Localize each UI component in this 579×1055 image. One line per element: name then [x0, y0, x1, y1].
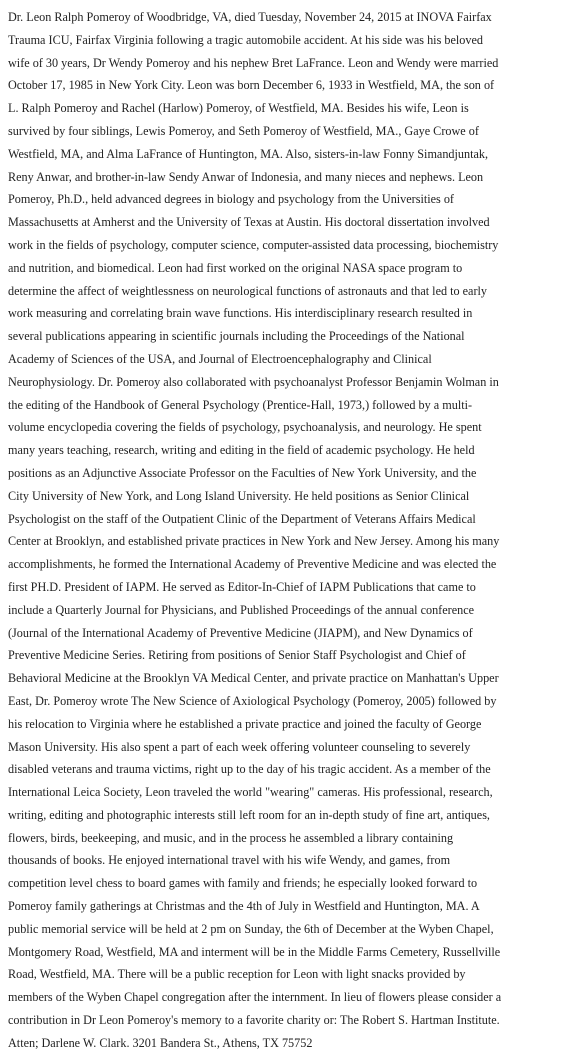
obituary-line: Trauma ICU, Fairfax Virginia following a tragic automobile accident. At his side was his beloved — [8, 32, 483, 47]
obituary-line: first PH.D. President of IAPM. He served as Editor-In-Chief of IAPM Publications that came to — [8, 579, 476, 594]
obituary-line: wife of 30 years, Dr Wendy Pomeroy and his nephew Bret LaFrance. Leon and Wendy were married — [8, 55, 499, 70]
obituary-line: flowers, birds, beekeeping, and music, and in the process he assembled a library containing — [8, 830, 454, 845]
obituary-line: accomplishments, he formed the International Academy of Preventive Medicine and was elected the — [8, 557, 497, 572]
obituary-line: public memorial service will be held at 2 pm on Sunday, the 6th of December at the Wyben Chapel, — [8, 921, 494, 936]
obituary-line: contribution in Dr Leon Pomeroy's memory to a favorite charity or: The Robert S. Hartman Institute. — [8, 1013, 500, 1028]
obituary-line: L. Ralph Pomeroy and Rachel (Harlow) Pomeroy, of Westfield, MA. Besides his wife, Leon is — [8, 101, 469, 116]
obituary-line: Montgomery Road, Westfield, MA and interment will be in the Middle Farms Cemetery, Russellville — [8, 944, 501, 959]
obituary-line: Pomeroy family gatherings at Christmas and the 4th of July in Westfield and Huntington, MA. A — [8, 899, 480, 914]
obituary-line: Reny Anwar, and brother-in-law Sendy Anwar of Indonesia, and many nieces and nephews. Leon — [8, 169, 484, 184]
obituary-line: Preventive Medicine Series. Retiring from positions of Senior Staff Psychologist and Chief of — [8, 648, 466, 663]
obituary-line: work in the fields of psychology, computer science, computer-assisted data processing, biochemistry — [8, 237, 499, 252]
obituary-line: Center at Brooklyn, and established private practices in New York and New Jersey. Among his many — [8, 534, 500, 549]
obituary-line: many years teaching, research, writing and editing in the field of academic psychology. He held — [8, 443, 475, 458]
obituary-text — [8, 6, 573, 1055]
obituary-line: his relocation to Virginia where he established a private practice and joined the faculty of George — [8, 716, 482, 731]
obituary-line: Neurophysiology. Dr. Pomeroy also collaborated with psychoanalyst Professor Benjamin Wolman in — [8, 374, 499, 389]
obituary-line: (Journal of the International Academy of Preventive Medicine (JIAPM), and New Dynamics of — [8, 625, 473, 640]
obituary-line: Pomeroy, Ph.D., held advanced degrees in biology and psychology from the Universities of — [8, 192, 454, 207]
obituary-line: International Leica Society, Leon traveled the world "wearing" cameras. His professional, research, — [8, 785, 493, 800]
obituary-line: Road, Westfield, MA. There will be a public reception for Leon with light snacks provided by — [8, 967, 466, 982]
obituary-line: Academy of Sciences of the USA, and Journal of Electroencephalography and Clinical — [8, 351, 432, 366]
obituary-line: Mason University. His also spent a part of each week offering volunteer counseling to severely — [8, 739, 471, 754]
obituary-line: October 17, 1985 in New York City. Leon was born December 6, 1933 in Westfield, MA, the son of — [8, 78, 495, 93]
obituary-line: Dr. Leon Ralph Pomeroy of Woodbridge, VA, died Tuesday, November 24, 2015 at INOVA Fairfax — [8, 10, 492, 24]
obituary-line: disabled veterans and trauma victims, right up to the day of his tragic accident. As a member of the — [8, 762, 491, 777]
obituary-line: members of the Wyben Chapel congregation after the internment. In lieu of flowers please consider a — [8, 990, 502, 1005]
obituary-line: Atten; Darlene W. Clark. 3201 Bandera St., Athens, TX 75752 — [8, 1035, 313, 1050]
obituary-line: City University of New York, and Long Island University. He held positions as Senior Clinical — [8, 488, 470, 503]
obituary-line: volume encyclopedia covering the fields of psychology, psychoanalysis, and neurology. He spent — [8, 420, 482, 435]
obituary-line: East, Dr. Pomeroy wrote The New Science of Axiological Psychology (Pomeroy, 2005) followed by — [8, 693, 497, 708]
obituary-line: the editing of the Handbook of General Psychology (Prentice-Hall, 1973,) followed by a multi- — [8, 397, 473, 412]
obituary-line: determine the affect of weightlessness on neurological functions of astronauts and that led to early — [8, 283, 488, 298]
obituary-line: positions as an Adjunctive Associate Professor on the Faculties of New York University, and the — [8, 465, 477, 480]
obituary-line: work measuring and correlating brain wave functions. His interdisciplinary research resulted in — [8, 306, 473, 321]
obituary-line: Massachusetts at Amherst and the University of Texas at Austin. His doctoral dissertation involved — [8, 215, 490, 230]
obituary-line: Psychologist on the staff of the Outpatient Clinic of the Department of Veterans Affairs Medical — [8, 511, 476, 526]
obituary-line: Westfield, MA, and Alma LaFrance of Huntington, MA. Also, sisters-in-law Fonny Simandjuntak, — [8, 146, 489, 161]
obituary-line: thousands of books. He enjoyed international travel with his wife Wendy, and games, from — [8, 853, 451, 868]
obituary-line: survived by four siblings, Lewis Pomeroy, and Seth Pomeroy of Westfield, MA., Gaye Crowe of — [8, 123, 479, 138]
obituary-line: competition level chess to board games with family and friends; he especially looked forward to — [8, 876, 478, 891]
obituary-line: and nutrition, and biomedical. Leon had first worked on the original NASA space program to — [8, 260, 463, 275]
obituary-line: writing, editing and photographic interests still left room for an in-depth study of fine art, antiques, — [8, 807, 490, 822]
obituary-line: several publications appearing in scientific journals including the Proceedings of the National — [8, 329, 465, 344]
obituary-line: Behavioral Medicine at the Brooklyn VA Medical Center, and private practice on Manhattan's Upper — [8, 671, 499, 686]
obituary-line: include a Quarterly Journal for Physicians, and Published Proceedings of the annual conference — [8, 602, 475, 617]
